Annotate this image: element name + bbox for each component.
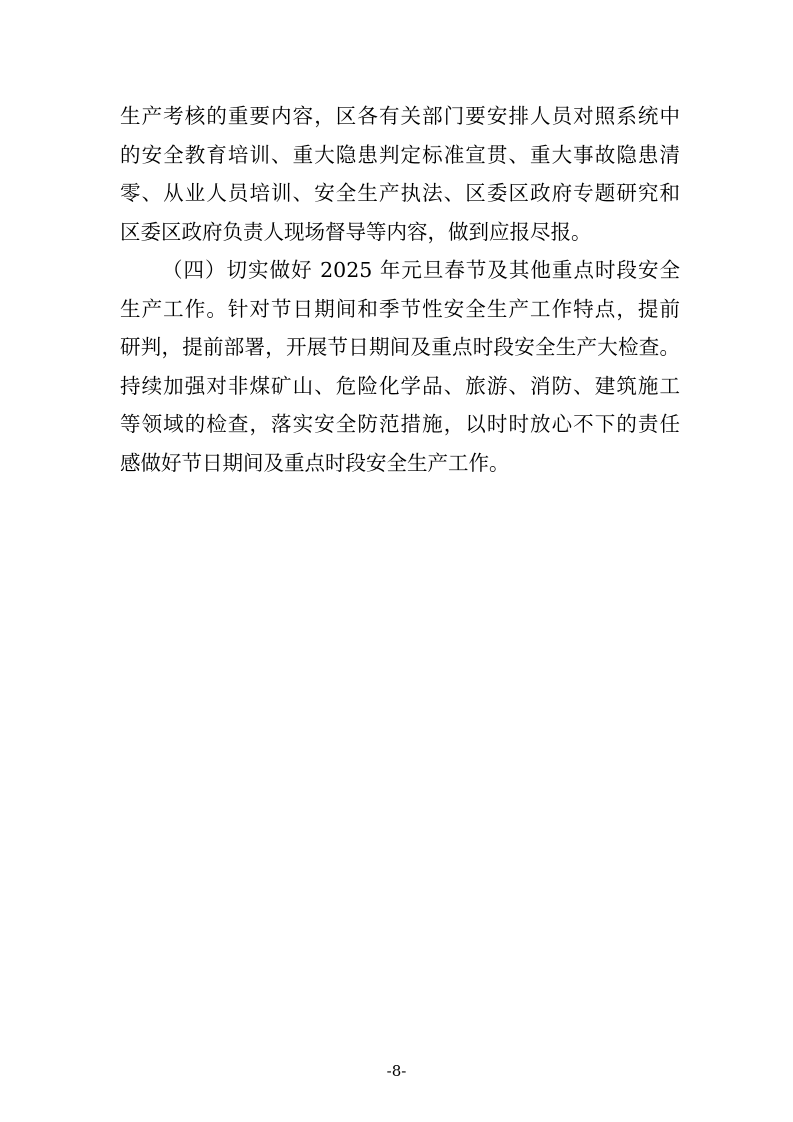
- text-line: 零、从业人员培训、安全生产执法、区委区政府专题研究和: [120, 181, 680, 205]
- text-line: 区委区政府负责人现场督导等内容，做到应报尽报。: [120, 219, 592, 244]
- page-number: -8-: [386, 1062, 407, 1080]
- text-line: 感做好节日期间及重点时段安全生产工作。: [120, 450, 510, 475]
- text-line: 持续加强对非煤矿山、危险化学品、旅游、消防、建筑施工: [120, 373, 680, 398]
- text-line: 生产工作。针对节日期间和季节性安全生产工作特点，提前: [120, 296, 680, 321]
- text-line: 的安全教育培训、重大隐患判定标准宣贯、重大事故隐患清: [120, 142, 680, 167]
- text-line: （四）切实做好 2025 年元旦春节及其他重点时段安全: [162, 258, 680, 282]
- text-line: 研判，提前部署，开展节日期间及重点时段安全生产大检查。: [120, 335, 680, 359]
- paragraph-2: [120, 256, 680, 487]
- paragraph-1: [120, 102, 680, 256]
- document-body: [120, 102, 680, 487]
- text-line: 等领域的检查，落实安全防范措施，以时时放心不下的责任: [120, 412, 680, 436]
- text-line: 生产考核的重要内容，区各有关部门要安排人员对照系统中: [120, 104, 680, 128]
